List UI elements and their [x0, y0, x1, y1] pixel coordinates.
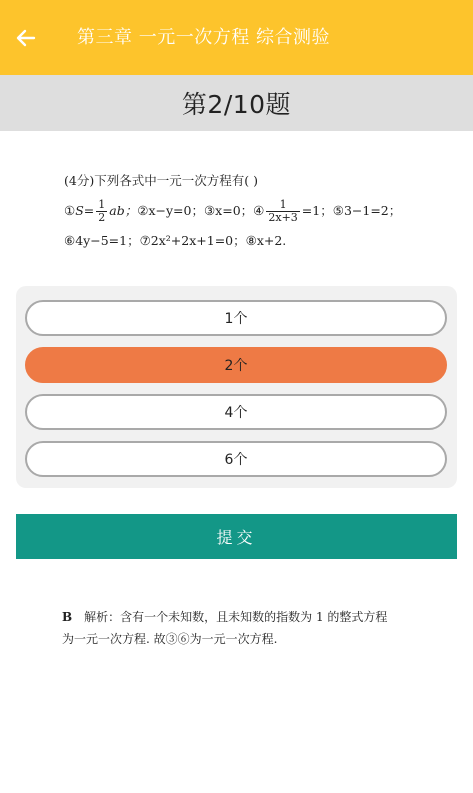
arrow-left-icon: [16, 29, 36, 47]
answer-letter: B: [62, 610, 73, 624]
submit-button[interactable]: 提交: [16, 514, 457, 559]
fraction-numerator: 1: [279, 197, 287, 211]
option-label: 1个: [224, 311, 248, 327]
question-score: (4分): [64, 173, 95, 188]
option-2[interactable]: [25, 347, 447, 383]
fraction-denominator: 2x+3: [268, 210, 298, 224]
analysis-line-1: [62, 606, 422, 628]
answer-analysis: [62, 606, 422, 650]
question-prompt: 下列各式中一元一次方程有( ): [94, 173, 258, 188]
option-label: 4个: [224, 405, 248, 421]
app-title: 第三章 一元一次方程 综合测验: [77, 27, 330, 48]
analysis-text-1: 解析：含有一个未知数，且未知数的指数为 1 的整式方程: [84, 610, 388, 624]
expr-3: ③x=0；: [203, 203, 254, 218]
expr-4-label: ④: [253, 203, 265, 218]
app-bar: [0, 0, 473, 75]
option-4[interactable]: [25, 441, 447, 477]
back-button[interactable]: [12, 26, 40, 50]
option-label: 6个: [224, 452, 248, 468]
expr-1-equals: =: [83, 203, 95, 218]
expr-1-tail: ab；: [109, 203, 138, 218]
fraction-numerator: 1: [98, 197, 106, 211]
question-expressions-line-2: [64, 226, 424, 256]
option-3[interactable]: [25, 394, 447, 430]
expr-1-label: ①: [64, 203, 76, 218]
expr-1-fraction: [96, 199, 107, 224]
question-prompt-line: [64, 172, 424, 190]
expr-6-8: ⑥4y−5=1；⑦2x²+2x+1=0；⑧x+2.: [64, 233, 287, 248]
expr-1-variable: S: [75, 203, 84, 218]
expr-5: ⑤3−1=2；: [332, 203, 402, 218]
expr-4-fraction: [266, 199, 299, 224]
option-label: 2个: [224, 358, 248, 374]
question-header: [0, 75, 473, 131]
question-body: [64, 172, 424, 256]
option-1[interactable]: [25, 300, 447, 336]
options-card: [16, 286, 457, 488]
expr-4-tail: =1；: [301, 203, 333, 218]
fraction-denominator: 2: [98, 210, 106, 224]
analysis-line-2: 为一元一次方程. 故③⑥为一元一次方程.: [62, 632, 278, 646]
question-expressions-line-1: [64, 196, 424, 226]
question-number: 第2/10题: [181, 90, 292, 119]
expr-2: ②x−y=0；: [137, 203, 204, 218]
